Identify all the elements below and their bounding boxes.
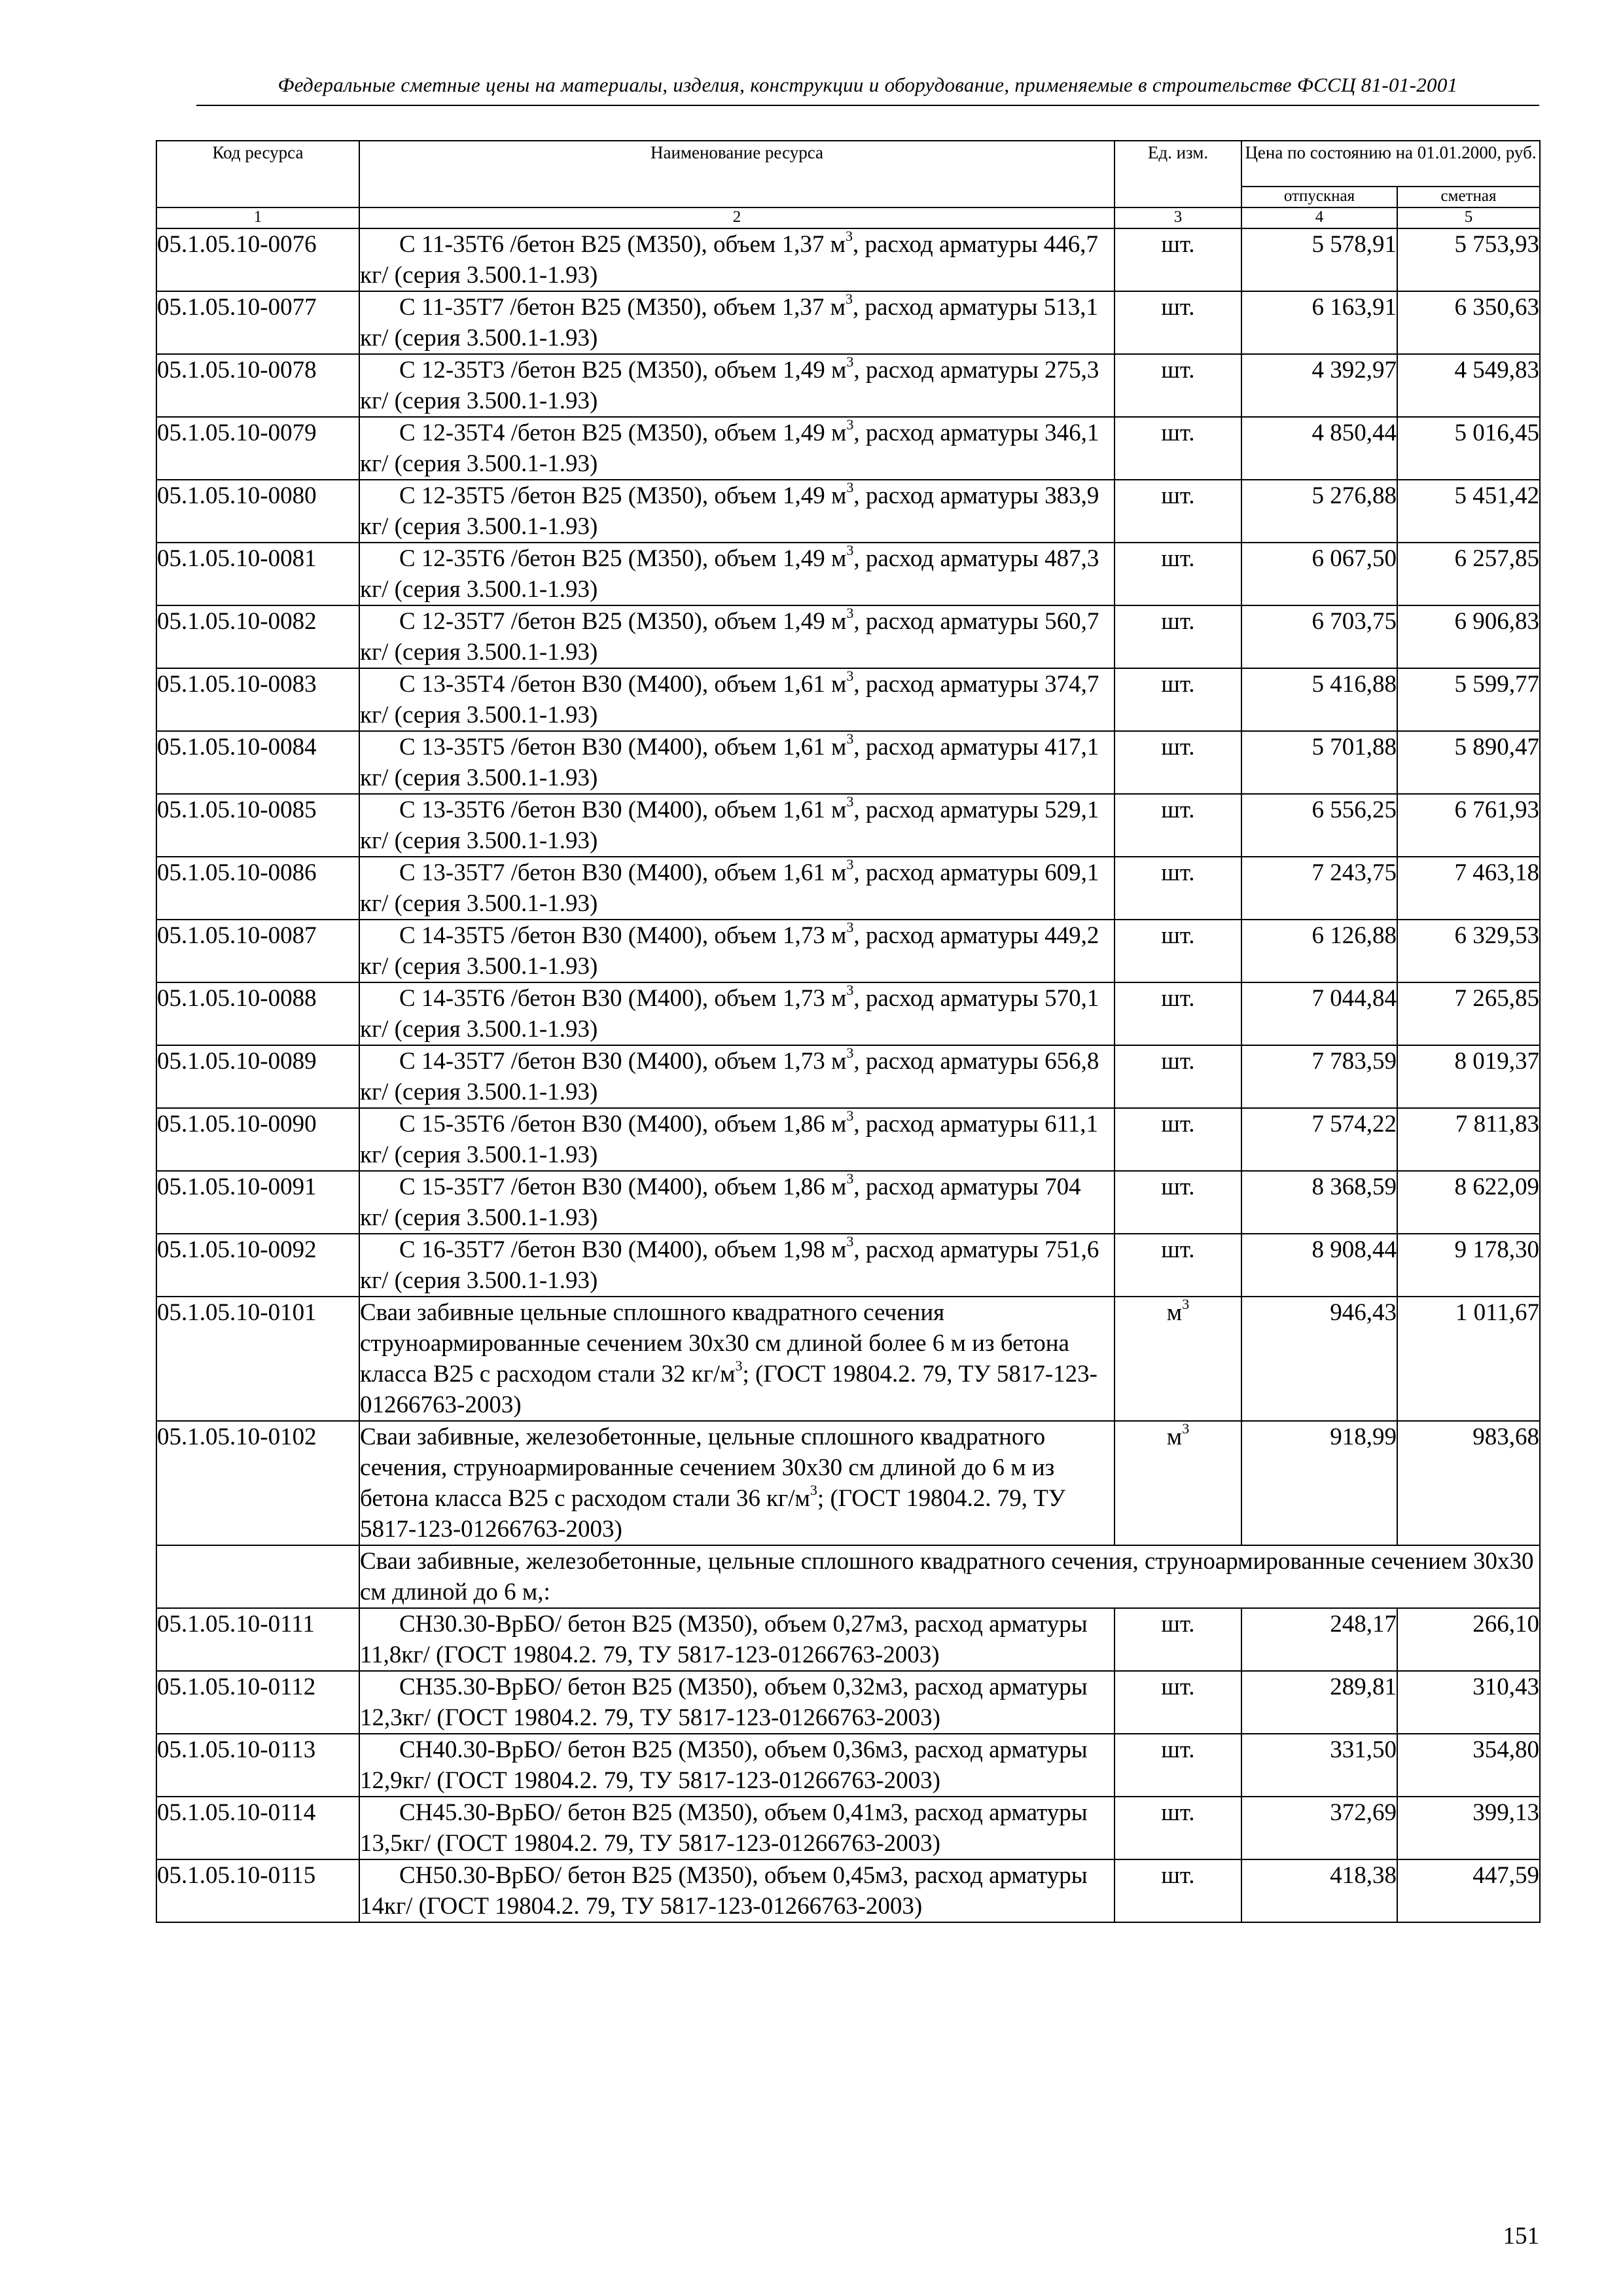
col-number: 3 (1115, 207, 1241, 228)
unit: шт. (1115, 731, 1241, 794)
table-row (156, 982, 1540, 1045)
resource-code: 05.1.05.10-0085 (156, 794, 359, 857)
table-body (156, 228, 1540, 1922)
resource-name (359, 1045, 1115, 1108)
estimate-price: 6 906,83 (1397, 605, 1540, 668)
superscript: 3 (810, 1481, 817, 1498)
resource-code: 05.1.05.10-0111 (156, 1608, 359, 1671)
resource-code: 05.1.05.10-0091 (156, 1171, 359, 1234)
superscript: 3 (846, 290, 853, 307)
name-part: СН30.30-ВрБО/ бетон В25 (М350), объем 0,27м3, расход арматуры 11,8кг/ (ГОСТ 19804.2. 79, ТУ 5817-123-01266763-2003) (360, 1611, 1088, 1668)
name-part: , расход арматуры 570,1 кг/ (серия 3.500.1-1.93) (360, 985, 1099, 1043)
resource-code: 05.1.05.10-0083 (156, 668, 359, 731)
name-part: С 12-35Т3 /бетон В25 (М350), объем 1,49 м (399, 357, 847, 384)
name-part: СН40.30-ВрБО/ бетон В25 (М350), объем 0,36м3, расход арматуры 12,9кг/ (ГОСТ 19804.2. 79, ТУ 5817-123-01266763-2003) (360, 1736, 1088, 1794)
name-part: , расход арматуры 346,1 кг/ (серия 3.500.1-1.93) (360, 420, 1099, 477)
unit (1115, 1297, 1241, 1421)
page-number: 151 (1503, 2223, 1539, 2250)
superscript: 3 (846, 416, 854, 433)
release-price: 8 368,59 (1241, 1171, 1397, 1234)
unit: шт. (1115, 1608, 1241, 1671)
unit: шт. (1115, 354, 1241, 417)
resource-code: 05.1.05.10-0082 (156, 605, 359, 668)
name-part: , расход арматуры 487,3 кг/ (серия 3.500.1-1.93) (360, 545, 1099, 603)
unit: шт. (1115, 857, 1241, 920)
resource-name (359, 920, 1115, 982)
col-number: 1 (156, 207, 359, 228)
table-row (156, 417, 1540, 480)
name-part: , расход арматуры 374,7 кг/ (серия 3.500.1-1.93) (360, 671, 1099, 728)
release-price: 8 908,44 (1241, 1234, 1397, 1297)
release-price: 331,50 (1241, 1734, 1397, 1797)
resource-name (359, 480, 1115, 543)
table-row (156, 228, 1540, 291)
table-row (156, 1797, 1540, 1859)
superscript: 3 (1182, 1420, 1190, 1437)
unit: шт. (1115, 417, 1241, 480)
unit: шт. (1115, 1045, 1241, 1108)
unit: шт. (1115, 1171, 1241, 1234)
release-price: 5 578,91 (1241, 228, 1397, 291)
resource-code: 05.1.05.10-0101 (156, 1297, 359, 1421)
table-row (156, 1171, 1540, 1234)
name-part: С 15-35Т6 /бетон В30 (М400), объем 1,86 м (399, 1111, 847, 1138)
unit: шт. (1115, 291, 1241, 354)
table-row (156, 291, 1540, 354)
name-part: , расход арматуры 417,1 кг/ (серия 3.500.1-1.93) (360, 734, 1099, 791)
col-header-release: отпускная (1241, 187, 1397, 207)
name-part: СН45.30-ВрБО/ бетон В25 (М350), объем 0,41м3, расход арматуры 13,5кг/ (ГОСТ 19804.2. 79, ТУ 5817-123-01266763-2003) (360, 1799, 1088, 1857)
table-row (156, 1045, 1540, 1108)
name-part: С 13-35Т4 /бетон В30 (М400), объем 1,61 м (399, 671, 847, 698)
name-part: , расход арматуры 275,3 кг/ (серия 3.500.1-1.93) (360, 357, 1099, 414)
estimate-price: 6 329,53 (1397, 920, 1540, 982)
name-part: ; (ГОСТ 19804.2. 79, ТУ 5817-123-01266763-2003) (360, 1361, 1097, 1418)
col-number: 2 (359, 207, 1115, 228)
name-part: С 14-35Т7 /бетон В30 (М400), объем 1,73 м (399, 1048, 847, 1075)
superscript: 3 (846, 793, 854, 810)
resource-code: 05.1.05.10-0078 (156, 354, 359, 417)
resource-name (359, 1421, 1115, 1545)
unit: шт. (1115, 605, 1241, 668)
name-part: С 13-35Т7 /бетон В30 (М400), объем 1,61 м (399, 859, 847, 886)
resource-name (359, 291, 1115, 354)
estimate-price: 266,10 (1397, 1608, 1540, 1671)
name-part: Сваи забивные цельные сплошного квадратного сечения струноармированные сечением 30х30 см длиной более 6 м из бетона класса В25 с расходом стали 32 кг/м (360, 1299, 1069, 1388)
unit: шт. (1115, 1234, 1241, 1297)
resource-name (359, 857, 1115, 920)
estimate-price: 8 622,09 (1397, 1171, 1540, 1234)
superscript: 3 (846, 918, 854, 935)
release-price: 7 044,84 (1241, 982, 1397, 1045)
name-part: , расход арматуры 449,2 кг/ (серия 3.500.1-1.93) (360, 922, 1099, 980)
unit-base: м (1166, 1424, 1183, 1450)
estimate-price: 5 599,77 (1397, 668, 1540, 731)
estimate-price: 354,80 (1397, 1734, 1540, 1797)
resource-code: 05.1.05.10-0077 (156, 291, 359, 354)
estimate-price: 6 761,93 (1397, 794, 1540, 857)
estimate-price: 8 019,37 (1397, 1045, 1540, 1108)
group-heading-row (156, 1545, 1540, 1608)
estimate-price: 7 811,83 (1397, 1108, 1540, 1171)
release-price: 7 783,59 (1241, 1045, 1397, 1108)
unit: шт. (1115, 543, 1241, 605)
name-part: ; (ГОСТ 19804.2. 79, ТУ 5817-123-01266763-2003) (360, 1485, 1065, 1543)
table-row (156, 1859, 1540, 1922)
unit: шт. (1115, 794, 1241, 857)
resource-name (359, 1797, 1115, 1859)
table-row (156, 1421, 1540, 1545)
name-part: С 13-35Т6 /бетон В30 (М400), объем 1,61 м (399, 797, 847, 823)
col-header-unit: Ед. изм. (1115, 141, 1241, 207)
resource-code: 05.1.05.10-0076 (156, 228, 359, 291)
name-part: , расход арматуры 751,6 кг/ (серия 3.500.1-1.93) (360, 1236, 1099, 1294)
empty-cell (156, 1545, 359, 1608)
resource-name (359, 543, 1115, 605)
table-row (156, 605, 1540, 668)
table-row (156, 857, 1540, 920)
name-part: С 14-35Т6 /бетон В30 (М400), объем 1,73 м (399, 985, 847, 1012)
release-price: 6 703,75 (1241, 605, 1397, 668)
col-number: 4 (1241, 207, 1397, 228)
release-price: 946,43 (1241, 1297, 1397, 1421)
superscript: 3 (846, 981, 854, 998)
release-price: 418,38 (1241, 1859, 1397, 1922)
resource-name (359, 354, 1115, 417)
estimate-price: 7 463,18 (1397, 857, 1540, 920)
col-header-name: Наименование ресурса (359, 141, 1115, 207)
name-part: СН35.30-ВрБО/ бетон В25 (М350), объем 0,32м3, расход арматуры 12,3кг/ (ГОСТ 19804.2. 79, ТУ 5817-123-01266763-2003) (360, 1674, 1088, 1731)
release-price: 6 067,50 (1241, 543, 1397, 605)
table-row (156, 543, 1540, 605)
name-part: , расход арматуры 513,1 кг/ (серия 3.500.1-1.93) (360, 294, 1099, 351)
superscript: 3 (846, 730, 854, 747)
running-header: Федеральные сметные цены на материалы, изделия, конструкции и оборудование, применяемые в строительстве ФССЦ 81-01-2001 (277, 73, 1458, 96)
table-row (156, 480, 1540, 543)
release-price: 7 574,22 (1241, 1108, 1397, 1171)
unit: шт. (1115, 1859, 1241, 1922)
release-price: 4 392,97 (1241, 354, 1397, 417)
release-price: 289,81 (1241, 1671, 1397, 1734)
name-part: С 12-35Т5 /бетон В25 (М350), объем 1,49 м (399, 482, 847, 509)
unit: шт. (1115, 1108, 1241, 1171)
resource-code: 05.1.05.10-0102 (156, 1421, 359, 1545)
resource-name (359, 1297, 1115, 1421)
table-row (156, 1108, 1540, 1171)
release-price: 918,99 (1241, 1421, 1397, 1545)
table-row (156, 1297, 1540, 1421)
superscript: 3 (846, 1044, 854, 1061)
group-heading: Сваи забивные, железобетонные, цельные сплошного квадратного сечения, струноармированные сечением 30х30 см длиной до 6 м,: (359, 1545, 1540, 1608)
unit: шт. (1115, 668, 1241, 731)
name-part: С 13-35Т5 /бетон В30 (М400), объем 1,61 м (399, 734, 847, 761)
resource-name (359, 1734, 1115, 1797)
resource-code: 05.1.05.10-0088 (156, 982, 359, 1045)
resource-name (359, 1608, 1115, 1671)
resource-code: 05.1.05.10-0081 (156, 543, 359, 605)
resource-name (359, 417, 1115, 480)
col-header-price-group: Цена по состоянию на 01.01.2000, руб. (1241, 141, 1540, 187)
name-part: СН50.30-ВрБО/ бетон В25 (М350), объем 0,45м3, расход арматуры 14кг/ (ГОСТ 19804.2. 79, ТУ 5817-123-01266763-2003) (360, 1862, 1088, 1920)
resource-code: 05.1.05.10-0115 (156, 1859, 359, 1922)
superscript: 3 (846, 478, 854, 495)
superscript: 3 (846, 1107, 854, 1124)
resource-name (359, 1859, 1115, 1922)
resource-code: 05.1.05.10-0084 (156, 731, 359, 794)
name-part: С 14-35Т5 /бетон В30 (М400), объем 1,73 м (399, 922, 847, 949)
release-price: 6 556,25 (1241, 794, 1397, 857)
name-part: , расход арматуры 560,7 кг/ (серия 3.500.1-1.93) (360, 608, 1099, 666)
superscript: 3 (846, 1170, 854, 1187)
name-part: Сваи забивные, железобетонные, цельные сплошного квадратного сечения, струноармированные сечением 30х30 см длиной до 6 м из бетона класса В25 с расходом стали 36 кг/м (360, 1424, 1055, 1512)
resource-name (359, 1171, 1115, 1234)
unit: шт. (1115, 1671, 1241, 1734)
table-row (156, 794, 1540, 857)
resource-code: 05.1.05.10-0112 (156, 1671, 359, 1734)
name-part: С 15-35Т7 /бетон В30 (М400), объем 1,86 м (399, 1174, 847, 1200)
name-part: С 12-35Т4 /бетон В25 (М350), объем 1,49 м (399, 420, 847, 446)
superscript: 3 (846, 227, 853, 244)
name-part: , расход арматуры 446,7 кг/ (серия 3.500.1-1.93) (360, 231, 1099, 289)
resource-code: 05.1.05.10-0089 (156, 1045, 359, 1108)
estimate-price: 4 549,83 (1397, 354, 1540, 417)
name-part: , расход арматуры 704 кг/ (серия 3.500.1-1.93) (360, 1174, 1081, 1231)
name-part: С 11-35Т7 /бетон В25 (М350), объем 1,37 м (399, 294, 846, 321)
unit-base: м (1166, 1299, 1183, 1326)
unit: шт. (1115, 228, 1241, 291)
resource-name (359, 605, 1115, 668)
name-part: С 11-35Т6 /бетон В25 (М350), объем 1,37 м (399, 231, 846, 258)
table-row (156, 731, 1540, 794)
name-part: С 12-35Т6 /бетон В25 (М350), объем 1,49 м (399, 545, 847, 572)
superscript: 3 (846, 604, 854, 621)
resource-code: 05.1.05.10-0086 (156, 857, 359, 920)
estimate-price: 6 350,63 (1397, 291, 1540, 354)
release-price: 5 276,88 (1241, 480, 1397, 543)
table-row (156, 354, 1540, 417)
table-row (156, 1234, 1540, 1297)
col-header-estimate: сметная (1397, 187, 1540, 207)
superscript: 3 (846, 541, 854, 558)
superscript: 3 (846, 855, 854, 872)
release-price: 6 126,88 (1241, 920, 1397, 982)
resource-code: 05.1.05.10-0092 (156, 1234, 359, 1297)
unit: шт. (1115, 982, 1241, 1045)
col-header-code: Код ресурса (156, 141, 359, 207)
table-row (156, 668, 1540, 731)
superscript: 3 (846, 667, 854, 684)
resource-name (359, 731, 1115, 794)
estimate-price: 7 265,85 (1397, 982, 1540, 1045)
resource-name (359, 1671, 1115, 1734)
resource-code: 05.1.05.10-0114 (156, 1797, 359, 1859)
resource-code: 05.1.05.10-0113 (156, 1734, 359, 1797)
resource-code: 05.1.05.10-0090 (156, 1108, 359, 1171)
table-row (156, 920, 1540, 982)
unit: шт. (1115, 1797, 1241, 1859)
unit: шт. (1115, 1734, 1241, 1797)
estimate-price: 447,59 (1397, 1859, 1540, 1922)
resource-name (359, 794, 1115, 857)
resource-name (359, 668, 1115, 731)
unit (1115, 1421, 1241, 1545)
estimate-price: 5 016,45 (1397, 417, 1540, 480)
table-row (156, 1671, 1540, 1734)
estimate-price: 5 753,93 (1397, 228, 1540, 291)
resource-name (359, 228, 1115, 291)
superscript: 3 (735, 1357, 743, 1374)
release-price: 5 701,88 (1241, 731, 1397, 794)
unit: шт. (1115, 480, 1241, 543)
estimate-price: 399,13 (1397, 1797, 1540, 1859)
price-table (156, 140, 1541, 1923)
unit: шт. (1115, 920, 1241, 982)
resource-code: 05.1.05.10-0079 (156, 417, 359, 480)
superscript: 3 (1182, 1295, 1190, 1312)
release-price: 5 416,88 (1241, 668, 1397, 731)
estimate-price: 6 257,85 (1397, 543, 1540, 605)
release-price: 4 850,44 (1241, 417, 1397, 480)
header-rule (196, 105, 1539, 106)
release-price: 372,69 (1241, 1797, 1397, 1859)
release-price: 248,17 (1241, 1608, 1397, 1671)
name-part: С 16-35Т7 /бетон В30 (М400), объем 1,98 м (399, 1236, 847, 1263)
release-price: 7 243,75 (1241, 857, 1397, 920)
estimate-price: 5 890,47 (1397, 731, 1540, 794)
resource-name (359, 1108, 1115, 1171)
release-price: 6 163,91 (1241, 291, 1397, 354)
resource-name (359, 1234, 1115, 1297)
name-part: , расход арматуры 656,8 кг/ (серия 3.500.1-1.93) (360, 1048, 1099, 1105)
estimate-price: 5 451,42 (1397, 480, 1540, 543)
col-number: 5 (1397, 207, 1540, 228)
name-part: С 12-35Т7 /бетон В25 (М350), объем 1,49 м (399, 608, 847, 635)
resource-code: 05.1.05.10-0087 (156, 920, 359, 982)
name-part: , расход арматуры 611,1 кг/ (серия 3.500.1-1.93) (360, 1111, 1099, 1168)
table-row (156, 1608, 1540, 1671)
name-part: , расход арматуры 529,1 кг/ (серия 3.500.1-1.93) (360, 797, 1099, 854)
superscript: 3 (846, 1232, 854, 1249)
estimate-price: 310,43 (1397, 1671, 1540, 1734)
estimate-price: 9 178,30 (1397, 1234, 1540, 1297)
superscript: 3 (846, 353, 854, 370)
name-part: , расход арматуры 383,9 кг/ (серия 3.500.1-1.93) (360, 482, 1099, 540)
table-row (156, 1734, 1540, 1797)
name-part: , расход арматуры 609,1 кг/ (серия 3.500.1-1.93) (360, 859, 1099, 917)
resource-name (359, 982, 1115, 1045)
estimate-price: 983,68 (1397, 1421, 1540, 1545)
estimate-price: 1 011,67 (1397, 1297, 1540, 1421)
resource-code: 05.1.05.10-0080 (156, 480, 359, 543)
